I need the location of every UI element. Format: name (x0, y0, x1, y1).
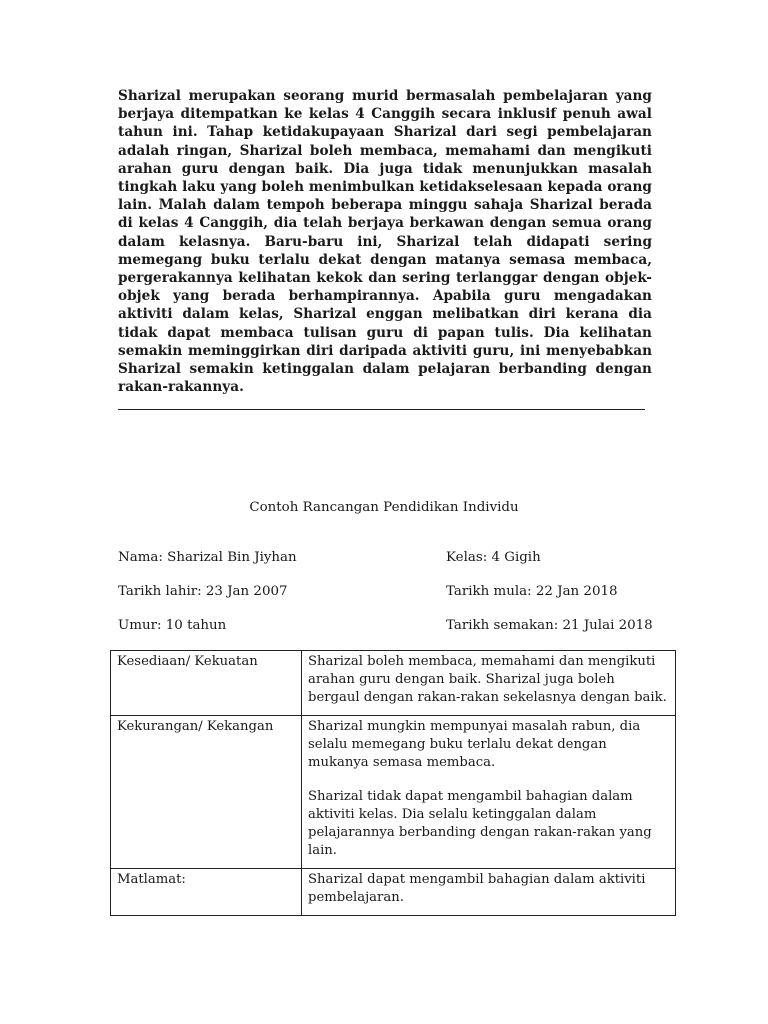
row-label-strengths: Kesediaan/ Kekuatan (111, 651, 302, 716)
review-date: Tarikh semakan: 21 Julai 2018 (446, 618, 653, 633)
table-row (111, 651, 676, 716)
student-class: Kelas: 4 Gigih (446, 550, 541, 565)
table-row (111, 869, 676, 916)
row-label-weaknesses: Kekurangan/ Kekangan (111, 716, 302, 869)
date-of-birth: Tarikh lahir: 23 Jan 2007 (118, 584, 288, 599)
student-age: Umur: 10 tahun (118, 618, 227, 633)
start-date: Tarikh mula: 22 Jan 2018 (446, 584, 618, 599)
plan-table (110, 650, 676, 916)
student-name: Nama: Sharizal Bin Jiyhan (118, 550, 297, 565)
table-row (111, 716, 676, 869)
goal-text: Sharizal dapat mengambil bahagian dalam aktiviti pembelajaran. (308, 872, 646, 905)
weaknesses-text-1: Sharizal mungkin mempunyai masalah rabun, dia selalu memegang buku terlalu dekat dengan mukanya semasa membaca. (308, 719, 641, 770)
row-content-strengths (302, 651, 676, 716)
row-label-goal: Matlamat: (111, 869, 302, 916)
weaknesses-text-2: Sharizal tidak dapat mengambil bahagian dalam aktiviti kelas. Dia selalu ketinggalan dalam pelajarannya berbanding dengan rakan-rakan yang lain. (308, 789, 652, 858)
strengths-text: Sharizal boleh membaca, memahami dan mengikuti arahan guru dengan baik. Sharizal juga boleh bergaul dengan rakan-rakan sekelasnya dengan baik. (308, 654, 667, 705)
separator-line (118, 409, 645, 410)
case-study-paragraph: Sharizal merupakan seorang murid bermasalah pembelajaran yang berjaya ditempatkan ke kelas 4 Canggih secara inklusif penuh awal tahun ini. Tahap ketidakupayaan Sharizal dari segi pembelajaran adalah ringan, Sharizal boleh membaca, memahami dan mengikuti arahan guru dengan baik. Dia juga tidak menunjukkan masalah tingkah laku yang boleh menimbulkan ketidakselesaan kepada orang lain. Malah dalam tempoh beberapa minggu sahaja Sharizal berada di kelas 4 Canggih, dia telah berjaya berkawan dengan semua orang dalam kelasnya. Baru-baru ini, Sharizal telah didapati sering memegang buku terlalu dekat dengan matanya semasa membaca, pergerakannya kelihatan kekok dan sering terlanggar dengan objek-objek yang berada berhampirannya. Apabila guru mengadakan aktiviti dalam kelas, Sharizal enggan melibatkan diri kerana dia tidak dapat membaca tulisan guru di papan tulis. Dia kelihatan semakin meminggirkan diri daripada aktiviti guru, ini menyebabkan Sharizal semakin ketinggalan dalam pelajaran berbanding dengan rakan-rakannya. (118, 88, 652, 396)
plan-title: Contoh Rancangan Pendidikan Individu (249, 500, 519, 515)
row-content-goal (302, 869, 676, 916)
row-content-weaknesses (302, 716, 676, 869)
